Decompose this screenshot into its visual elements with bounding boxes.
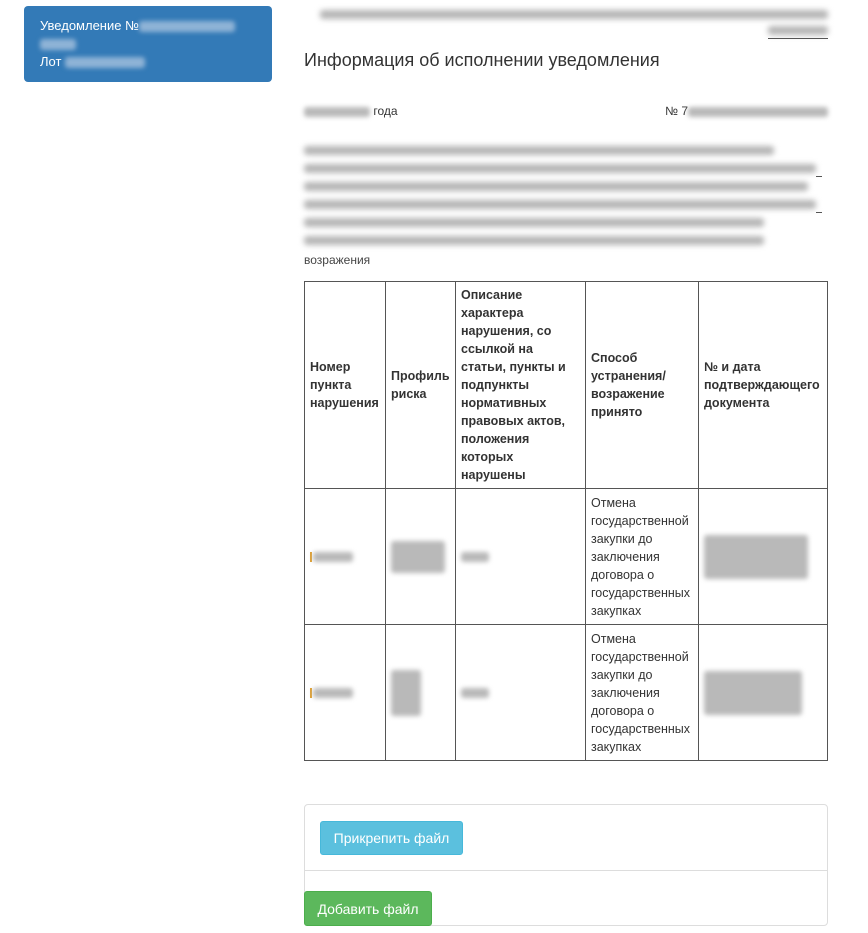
redacted-value bbox=[704, 671, 802, 715]
header-risk-profile: Профиль риска bbox=[386, 282, 456, 489]
paragraph-end: возражения bbox=[304, 253, 371, 267]
redacted-value bbox=[313, 688, 353, 698]
date-suffix: года bbox=[373, 104, 398, 118]
notice-title-label: Уведомление № bbox=[40, 18, 140, 33]
redacted-paragraph-line bbox=[304, 200, 816, 209]
cell-risk-profile bbox=[386, 489, 456, 625]
notice-lot-label: Лот bbox=[40, 54, 62, 69]
redacted-value bbox=[391, 670, 421, 716]
link-underline-mark bbox=[816, 176, 822, 177]
date-number-row bbox=[304, 104, 828, 122]
add-file-button[interactable]: Добавить файл bbox=[304, 891, 432, 926]
redacted-number bbox=[688, 107, 828, 117]
cell-confirming-document bbox=[699, 489, 828, 625]
document-date bbox=[304, 104, 398, 118]
header-confirming-document: № и дата подтверждающего документа bbox=[699, 282, 828, 489]
table-row bbox=[305, 489, 828, 625]
header-violation-number: Номер пункта нарушения bbox=[305, 282, 386, 489]
notice-title-row bbox=[40, 17, 256, 35]
redacted-date bbox=[304, 107, 370, 117]
page-title: Информация об исполнении уведомления bbox=[304, 50, 660, 70]
attachments-upload-area bbox=[305, 805, 827, 871]
cell-violation-description bbox=[456, 625, 586, 761]
redacted-notice-date bbox=[40, 39, 76, 50]
cell-elimination-method: Отмена государственной закупки до заключения договора о государственных закупках bbox=[586, 625, 699, 761]
redacted-value bbox=[704, 535, 808, 579]
document-number bbox=[665, 104, 828, 118]
attach-file-button[interactable]: Прикрепить файл bbox=[320, 821, 463, 855]
marker bbox=[310, 688, 312, 698]
header-link-underline bbox=[768, 38, 828, 39]
redacted-value bbox=[461, 688, 489, 698]
cell-elimination-method: Отмена государственной закупки до заключения договора о государственных закупках bbox=[586, 489, 699, 625]
redacted-paragraph-line bbox=[304, 164, 816, 173]
redacted-paragraph-line bbox=[304, 218, 764, 227]
redacted-notice-number bbox=[139, 21, 235, 32]
header-elimination-method: Способ устранения/ возражение принято bbox=[586, 282, 699, 489]
redacted-lot-number bbox=[65, 57, 145, 68]
header-violation-description: Описание характера нарушения, со ссылкой на статьи, пункты и подпункты нормативных правовых актов, положения которых нарушены bbox=[456, 282, 586, 489]
notice-card[interactable] bbox=[24, 6, 272, 82]
cell-risk-profile bbox=[386, 625, 456, 761]
redacted-header-link-tail[interactable] bbox=[768, 26, 828, 35]
marker bbox=[310, 552, 312, 562]
cell-violation-number bbox=[305, 489, 386, 625]
redacted-value bbox=[313, 552, 353, 562]
number-prefix: № 7 bbox=[665, 104, 688, 118]
redacted-header-link[interactable] bbox=[320, 10, 828, 19]
redacted-value bbox=[461, 552, 489, 562]
table-row bbox=[305, 625, 828, 761]
violations-table bbox=[304, 281, 828, 761]
redacted-paragraph-line bbox=[304, 182, 808, 191]
table-header-row bbox=[305, 282, 828, 489]
notice-lot-row bbox=[40, 53, 256, 71]
cell-confirming-document bbox=[699, 625, 828, 761]
attachments-panel bbox=[304, 804, 828, 926]
cell-violation-description bbox=[456, 489, 586, 625]
notice-subrow bbox=[40, 35, 256, 53]
cell-violation-number bbox=[305, 625, 386, 761]
redacted-paragraph-line bbox=[304, 236, 764, 245]
link-underline-mark bbox=[816, 212, 822, 213]
redacted-value bbox=[391, 541, 445, 573]
redacted-paragraph-line bbox=[304, 146, 774, 155]
